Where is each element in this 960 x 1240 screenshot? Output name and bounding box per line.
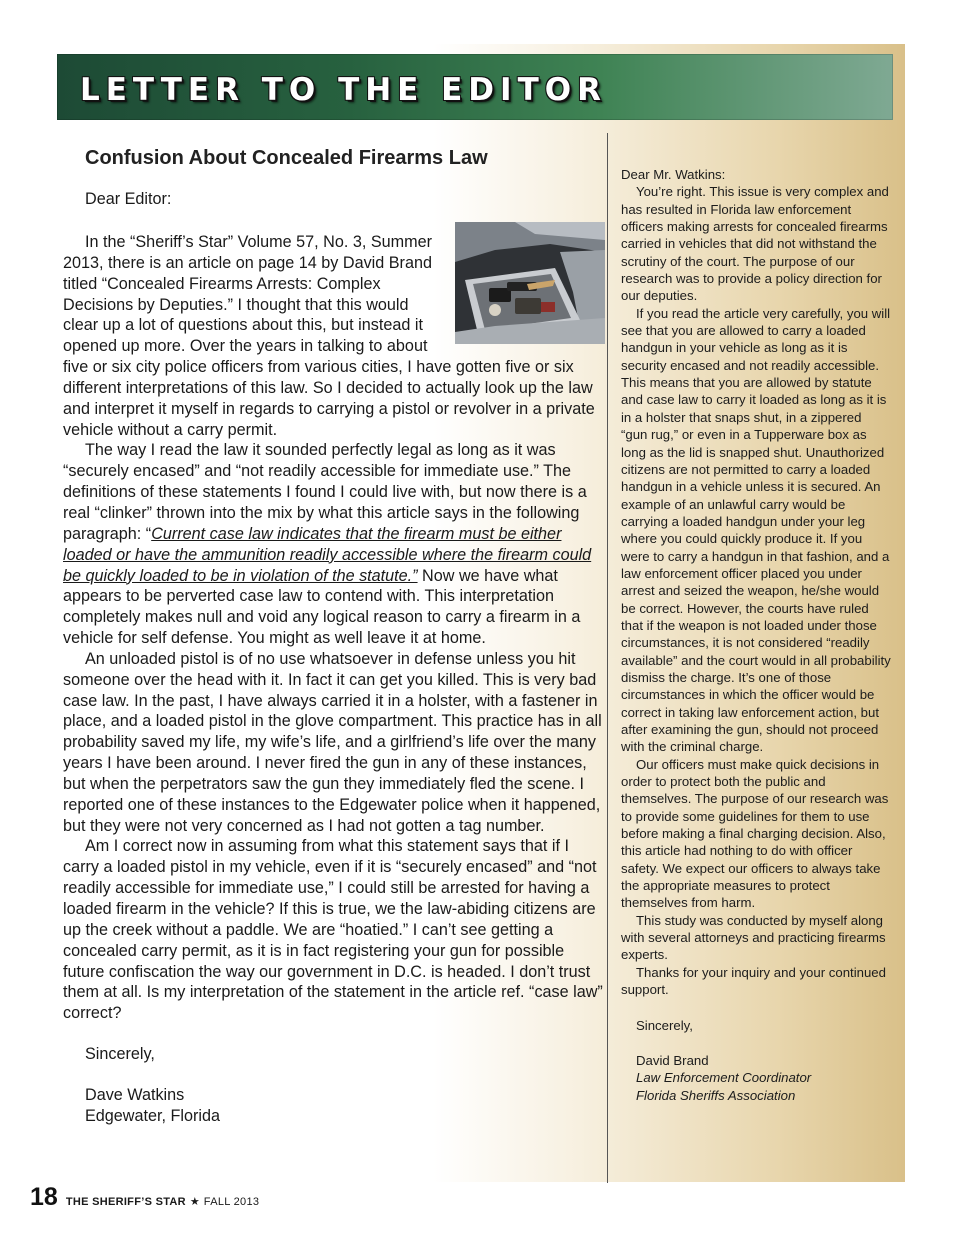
letter-text: The way I read the law it sounded perfectly legal as long as it was “securely encased” and “not readily accessible for immediate use.” The definitions of these statements I found I could live with, but now there is a real “clinker” thrown into the mix by what this article says in the following paragraph: “: [63, 441, 587, 543]
page-footer: [30, 1183, 259, 1213]
reply-closing: Sincerely,: [636, 1017, 693, 1033]
letter-text: Now we have what appears to be perverted case law to contend with. This interpretation completely makes null and void any logical reason to carry a firearm in a vehicle for self defense. You might as well leave it at home.: [63, 566, 581, 648]
quoted-case-law: Current case law indicates that the firearm must be either loaded or have the ammunition readily accessible where the firearm could be quickly loaded to be in violation of the statute.”: [63, 524, 592, 585]
reply-signer-org: Florida Sheriffs Association: [636, 1087, 796, 1103]
letter-paragraph: An unloaded pistol is of no use whatsoever in defense unless you hit someone over the head with it. In fact it can get you killed. This is very bad case law. In the past, I have always carried it in a holster, with a fastener in place, and a loaded pistol in the glove compartment. This practice has in all probability saved my life, my wife’s life, and a girlfriend’s life over the many years I have been around. I never fired the gun in any of these instances, but when the perpetrators saw the gun they immediately fled the scene. I reported one of these instances to the Edgewater police when it happened, but they were not very concerned as I had not gotten a tag number.: [63, 649, 602, 835]
reply-paragraph: You’re right. This issue is very complex and has resulted in Florida law enforcement officers making arrests for concealed firearms carried in vehicles that did not withstand the scrutiny of the court. The purpose of our research was to provide a policy direction for our deputies.: [621, 184, 889, 304]
letter-paragraph: Am I correct now in assuming from what this statement says that if I carry a loaded pistol in my vehicle, even if it is “securely encased” and “not readily accessible for immediate use,” I could still be arrested for having a loaded firearm in the vehicle? If this is true, we the law-abiding citizens are up the creek without a paddle. We are “hoatied.” I can’t see getting a concealed carry permit, as it is in fact registering your gun for possible future confiscation the way our government in D.C. is headed. I don’t trust them at all. Is my interpretation of the statement in the article ref. “case law” correct?: [63, 837, 603, 1023]
reply-paragraph: Our officers must make quick decisions in order to protect both the public and themselves. The purpose of our research was to provide some guidelines for them to use before making a final charging decision. Also, this article had nothing to do with officer safety. We expect our officers to always take the appropriate measures to protect themselves from harm.: [621, 756, 889, 911]
reply-paragraph: Thanks for your inquiry and your continued support.: [621, 964, 886, 998]
letter-signature: [85, 1085, 605, 1127]
reply-salutation: Dear Mr. Watkins:: [621, 167, 726, 182]
glovebox-photo: [455, 222, 605, 344]
reply-signature: [636, 1052, 891, 1104]
reply-column: [621, 166, 891, 1104]
reply-signer-name: David Brand: [636, 1052, 709, 1068]
reply-paragraph: This study was conducted by myself along with several attorneys and practicing firearms experts.: [621, 912, 886, 963]
signer-name: Dave Watkins: [85, 1086, 185, 1105]
letter-paragraph: [63, 440, 605, 648]
reply-paragraph: If you read the article very carefully, you will see that you are allowed to carry a loaded handgun in your vehicle as long as it is security encased and not readily accessible. This means that you are allowed by statute and case law to carry it loaded as long as it is in a holster that snaps shut, in a zippered “gun rug,” or even in a Tupperware box as long as the lid is snapped shut. Unauthorized citizens are not permitted to carry a loaded handgun in a vehicle unless it is secured. An example of an unlawful carry would be carrying a loaded handgun under your leg where you could quickly produce it. If you were to carry a handgun in that fashion, and a law enforcement officer placed you under arrest and seized the weapon, he/she would be correct. However, the courts have ruled that if the weapon is not loaded under those circumstances, it is not considered “readily available” and the court would in all probability dismiss the charge. It’s one of those circumstances in which the officer would be correct in taking law enforcement action, but after examining the gun, should not proceed with the criminal charge.: [621, 305, 891, 755]
signer-location: Edgewater, Florida: [85, 1107, 220, 1126]
issue-label: FALL 2013: [203, 1196, 260, 1208]
letter-paragraph: In the “Sheriff’s Star” Volume 57, No. 3, Summer 2013, there is an article on page 14 by David Brand titled “Concealed Firearms Arrests: Complex Decisions by Deputies.” I thought that this would clear up a lot of questions about this, but instead it opened up more. Over the years in talking to about five or six city police officers from various cities, I have gotten five or six different interpretations of this law. So I decided to actually look up the law and interpret it myself in regards to carrying a pistol or revolver in a private vehicle without a carry permit.: [63, 233, 595, 439]
letter-salutation: Dear Editor:: [85, 190, 172, 208]
letter-body: [63, 232, 605, 1024]
publication-name: THE SHERIFF’S STAR: [65, 1196, 186, 1208]
column-divider: [607, 133, 608, 1183]
section-banner-title: LETTER TO THE EDITOR: [80, 72, 607, 108]
star-icon: ★: [189, 1196, 200, 1208]
page-number: 18: [30, 1183, 58, 1211]
reply-signer-title: Law Enforcement Coordinator: [636, 1070, 812, 1086]
letter-column: [63, 144, 605, 1127]
glovebox-photo-illustration: [455, 222, 605, 344]
letter-headline: Confusion About Concealed Firearms Law: [85, 147, 488, 169]
letter-closing: Sincerely,: [85, 1045, 155, 1064]
